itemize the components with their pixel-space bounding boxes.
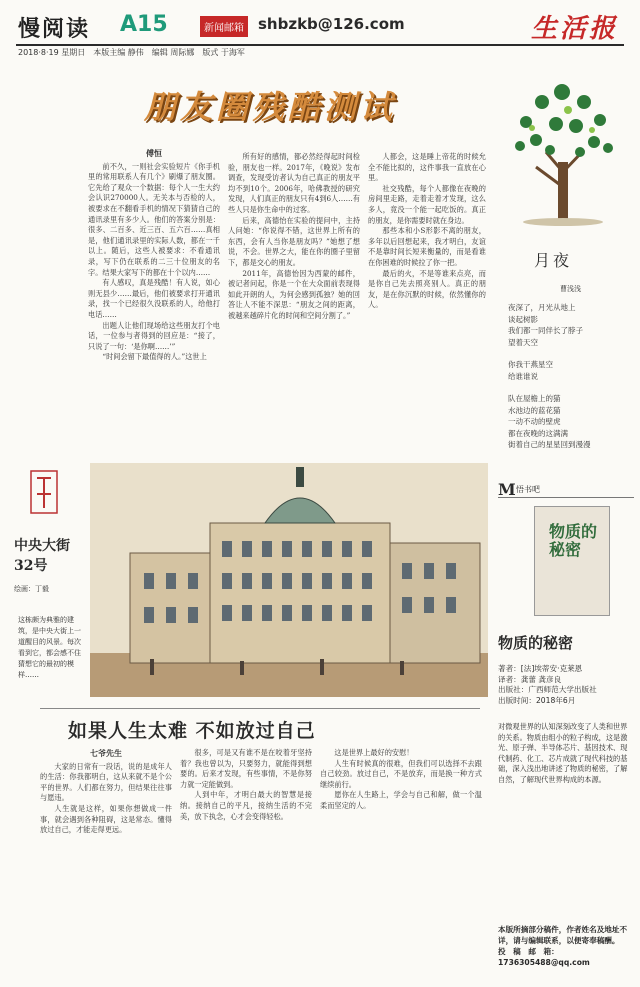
column-1-body — [88, 162, 220, 363]
article-2-headline: 如果人生太难 不如放过自己 — [68, 720, 316, 742]
book-cover — [534, 506, 610, 616]
news-mailbox-tag: 新闻邮箱 — [200, 16, 248, 37]
masthead — [0, 0, 640, 57]
article-2-byline: 七爷先生 — [90, 748, 122, 758]
article-2-column-1-body — [40, 762, 172, 836]
paragraph: 人都会，这是睡上帝花的时候允全不能比拟的，这件事我一直放在心里。 — [368, 152, 486, 183]
book-info — [498, 664, 634, 706]
submission-email-label: 投 稿 邮 箱： — [498, 947, 559, 956]
column-name: 悟书吧 — [516, 485, 540, 494]
article-headline: 朋友圈残酷测试 — [143, 88, 396, 126]
poem-stanza — [508, 302, 632, 348]
article-2-column-1 — [40, 748, 172, 978]
article-2-column-3 — [320, 748, 482, 978]
poem-stanza — [508, 393, 632, 451]
contributor-text: 本版所摘部分稿件，作者姓名及地址不详，请与编辑联系，以便寄奉稿酬。 — [498, 925, 628, 945]
paragraph: 这是世界上最好的安慰！ — [334, 748, 414, 757]
page-number: A15 — [120, 12, 168, 37]
article-column-3 — [368, 152, 486, 453]
paragraph: 出题人让他们现场给这些朋友打个电话，一位参与者得到的回应是：“接了，只说了一句：‘是你啊……’” — [88, 320, 220, 351]
article-byline: 傅恒 — [146, 148, 162, 158]
paragraph: 社交残酷，每个人都像在夜晚的房间里走路，走着走着才发现，这么多人，竟没一个能一起吃饭的。真正的朋友，是你需要时就在身边。 — [368, 183, 486, 225]
poem-line: 夜深了，月光从地上 — [508, 303, 576, 312]
poem-line: 一动不动的壁虎 — [508, 417, 561, 426]
paragraph: 最后的火，不是等谁来点亮，而是你自己先去照亮别人。真正的朋友，是在你沉默的时候，依然懂你的人。 — [368, 268, 486, 310]
paragraph: 很多，可是又有谁不是在咬着牙坚持着？我也曾以为，只要努力，就能得到想要的。后来才发现，有些事情，不是你努力就一定能做到。 — [180, 748, 312, 789]
book-info-line: 著者：[法]埃蒂安·克莱恩 — [498, 664, 583, 673]
paragraph: 后来，高德怡在实验的提问中，主持人问她：“你说得不错，这世界上所有的东西，会有人当你是朋友吗？”她想了想说，不会。世界之大，能在你的圈子里留下，都是交心的朋友。 — [228, 215, 360, 267]
section-title: 慢阅读 — [18, 16, 91, 42]
tree-illustration-icon — [496, 62, 632, 232]
painting-title-line-2: 32号 — [14, 558, 48, 574]
artist-seal-icon — [30, 470, 58, 514]
submission-email-row — [498, 946, 634, 957]
article-column-1 — [88, 148, 220, 453]
column-3-body — [368, 152, 486, 311]
poem-author: 曹浅浅 — [560, 285, 581, 293]
painting-caption-block — [14, 536, 88, 594]
poem-line: 队在屋檐上的猫 — [508, 394, 561, 403]
book-title: 物质的秘密 — [498, 634, 574, 652]
painting-author: 绘画：丁毅 — [14, 585, 49, 593]
column-mark: M — [498, 480, 516, 499]
paragraph: 所有好的感情，都必然经得起时间检验，朋友也一样。2017年，《晚说》发布调查，发现受访者认为自己真正的朋友平均不到10个。2006年，哈佛教授的研究发现，人们真正的朋友只有4到6人……有些人只是你生命中的过客。 — [228, 152, 360, 214]
poem-line: 谈起树影 — [508, 314, 538, 324]
masthead-email[interactable]: shbzkb@126.com — [258, 15, 405, 33]
contributor-notice — [498, 924, 634, 968]
paragraph: 人生就是这样，如果你想做成一件事，就会遇到各种阻碍，这是常态。懂得放过自己，才能走得更远。 — [40, 803, 172, 835]
book-info-line: 出版社：广西师范大学出版社 — [498, 685, 597, 694]
poem-line: 水池边的蓝花猫 — [508, 405, 561, 415]
building-illustration — [90, 463, 488, 697]
article-2-column-3-body — [320, 748, 482, 812]
poem-line: 我们都一同伴长了脖子 — [508, 326, 583, 335]
poem-line: 街着自己的星星回到漫漫 — [508, 440, 591, 449]
paragraph: 人生有时候真的很难，但我们可以选择不去跟自己较劲。放过自己，不是放弃，而是换一种方式继续前行。 — [320, 758, 482, 789]
column-2-body — [228, 152, 360, 322]
poem-line: 望着天空 — [508, 337, 538, 347]
book-info-line: 出版时间：2018年6月 — [498, 695, 576, 705]
building-painting — [90, 463, 488, 697]
issue-meta: 2018·8·19 星期日 本版主编 静伟 编辑 周际娜 版式 于海军 — [18, 48, 245, 57]
book-cover-title: 物质的秘密 — [549, 522, 598, 559]
paragraph: 愿你在人生路上，学会与自己和解，做一个温柔而坚定的人。 — [320, 790, 482, 810]
poem-line: 都在夜晚的这满满 — [508, 428, 568, 438]
article-2-column-2 — [180, 748, 312, 978]
newspaper-logo: 生活报 — [530, 14, 618, 44]
paragraph: 前不久，一则社会实验短片《你手机里的常用联系人有几个》刷爆了朋友圈。它先给了观众一个数据：每个人一生大约会认识270000人。无关本与否检的人，被要求在不翻看手机的情况下猜猜自己的通讯录里有多少人。他们的答案分别是：很多、二百多、近三百、五六百……真相是，他们通讯录里的实际人数，都在一千以上。随后，这些人被要求：不看通讯录，写下仍在联系的二三十位朋友的名字。结果大家写下的都在十个以内…… — [88, 161, 220, 277]
section-divider — [40, 708, 480, 709]
book-description: 对微观世界的认知深刻改变了人类和世界的关系。物质由组小的粒子构成，这是激光、原子弹、半导体芯片、基因技术、现代制药、化工、芯片成就了现代科技的基础，深入浅出地讲述了物质的秘密，了解自然，了解现代世界构成的本源。 — [498, 722, 628, 784]
poem-stanza — [508, 359, 632, 382]
paragraph: 2011年，高德怡因为西蒙的邮件，被记者问起，你是一个在大众面前表现得如此开朗的人，为何会感到孤独？她的回答让人不能不深思：“朋友之间的距离，被越来越碎片化的时间和空间分割了。” — [228, 268, 360, 320]
submission-email[interactable]: 1736305488@qq.com — [498, 958, 590, 967]
paragraph: 人到中年，才明白最大的智慧是接纳。接纳自己的平凡，接纳生活的不完美，放下执念，心才会变得轻松。 — [180, 790, 312, 821]
poem-line: 给谁谁说 — [508, 371, 538, 381]
poem-title: 月夜 — [534, 251, 573, 270]
book-info-line: 译者：龚蕾 龚彦良 — [498, 674, 562, 684]
article-2-column-2-body — [180, 748, 312, 822]
paragraph: 有人感叹，真是残酷！有人说，如心则无县少……最后，他们被要求打开通讯录，找一个已经很久没联系的人，给他打电话…… — [88, 278, 220, 319]
article-column-2 — [228, 152, 360, 453]
book-column-header — [498, 480, 634, 498]
poem-body — [508, 302, 632, 462]
painting-description: 这栋颇为典雅的建筑，是中央大街上一道醒目的风景。每次看到它，都会感不住猜想它的最初的模样…… — [18, 616, 81, 679]
paragraph: 大家的日常有一段话，说的是成年人的生活：你我都明白，这从来就不是个公平的世界。人们都在努力，但结果往往事与愿违。 — [40, 761, 172, 803]
paragraph: “时间会留下最值得的人。”这世上 — [102, 352, 207, 362]
masthead-rule — [16, 44, 624, 46]
paragraph: 那些本和小S形影不离的朋友，多年以后回想起来，我才明白，友谊不是靠时间长短来衡量的，而是看谁在你困难的时候拉了你一把。 — [368, 226, 486, 267]
painting-title-line-1: 中央大街 — [14, 538, 70, 554]
poem-line: 你我干燕星空 — [508, 360, 553, 369]
